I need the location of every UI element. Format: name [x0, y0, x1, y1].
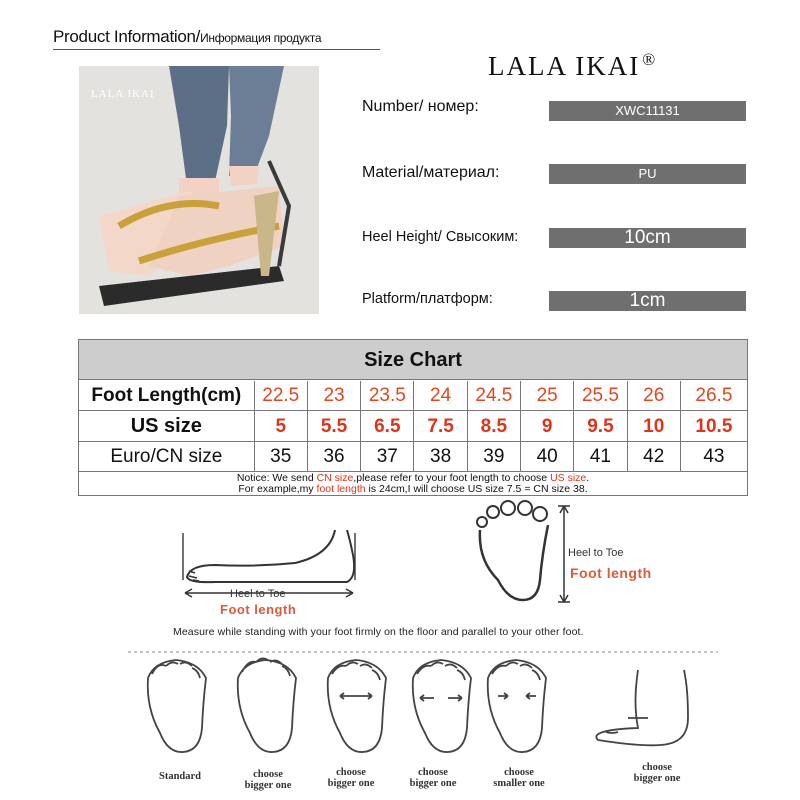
foot-type-label-4 — [393, 767, 473, 789]
table-cell: 26.5 — [695, 385, 733, 406]
spec-material-label: Material/материал: — [362, 164, 500, 181]
table-cell: 37 — [361, 442, 414, 471]
spec-platform-label: Platform/платформ: — [362, 291, 493, 307]
table-cell: 6.5 — [361, 411, 414, 441]
foot-type-line1: choose — [642, 762, 672, 773]
table-cell: 10.5 — [695, 416, 733, 437]
spec-material-value: PU — [549, 164, 746, 184]
registered-mark: ® — [642, 50, 658, 69]
spec-number-value: XWC11131 — [549, 101, 746, 121]
foot-type-label-6 — [617, 762, 697, 784]
table-cell: 35 — [255, 442, 308, 471]
spec-heel-label: Heel Height/ Свысоким: — [362, 229, 519, 245]
foot-length-label-side: Foot length — [220, 602, 297, 617]
table-row-foot-length — [79, 381, 747, 411]
foot-types-icon — [128, 648, 718, 766]
foot-type-line1: choose — [253, 769, 283, 780]
foot-type-line1: choose — [336, 767, 366, 778]
size-chart-title: Size Chart — [79, 340, 747, 380]
table-cell: 41 — [574, 442, 627, 471]
foot-type-line2: smaller one — [493, 778, 545, 789]
table-cell: 43 — [703, 446, 725, 467]
table-cell: 5.5 — [308, 411, 361, 441]
table-cell: 5 — [255, 411, 308, 441]
row-header: Euro/CN size — [79, 442, 255, 471]
table-cell: 25.5 — [574, 381, 627, 410]
notice-text: . — [586, 472, 590, 484]
title-en: Product Information/ — [53, 27, 201, 46]
spec-heel-value: 10cm — [549, 228, 746, 248]
spec-number-label: Number/ номер: — [362, 98, 479, 115]
notice-highlight: foot length — [316, 483, 366, 495]
foot-type-line1: choose — [418, 767, 448, 778]
table-row-euro-size — [79, 442, 747, 472]
notice-line-2 — [79, 484, 747, 495]
table-cell: 24.5 — [468, 381, 521, 410]
measure-instruction: Measure while standing with your foot firmly on the floor and parallel to your other foot. — [173, 626, 584, 638]
foot-type-line1: choose — [504, 767, 534, 778]
table-cell: 26 — [628, 381, 681, 410]
foot-type-line2: bigger one — [244, 780, 292, 791]
sandal-illustration — [79, 66, 319, 314]
table-cell: 7.5 — [414, 411, 467, 441]
foot-type-label-standard — [140, 771, 220, 782]
header-divider — [53, 49, 380, 50]
notice-highlight: CN size — [316, 472, 354, 484]
heel-to-toe-label-top: Heel to Toe — [568, 547, 624, 559]
brand-name: LALA IKAI — [488, 51, 641, 81]
product-photo — [79, 66, 319, 314]
photo-watermark: LALA IKAI — [91, 88, 155, 100]
notice-text: ,please refer to your foot length to choose — [353, 472, 551, 484]
table-cell: 23 — [308, 381, 361, 410]
page-title — [53, 27, 321, 47]
foot-type-line2: bigger one — [409, 778, 457, 789]
table-cell: 9 — [521, 411, 574, 441]
table-cell: 10 — [628, 411, 681, 441]
notice-highlight: US size — [550, 472, 587, 484]
table-cell: 24 — [414, 381, 467, 410]
size-notice — [79, 473, 747, 495]
foot-type-label-3 — [311, 767, 391, 789]
foot-type-label-2 — [228, 769, 308, 791]
table-cell: 8.5 — [468, 411, 521, 441]
foot-type-line1: Standard — [158, 771, 201, 782]
brand-logo — [488, 50, 657, 82]
foot-type-line2: bigger one — [327, 778, 375, 789]
table-cell: 25 — [521, 381, 574, 410]
spec-platform-value: 1cm — [549, 291, 746, 311]
size-chart-table — [78, 339, 748, 496]
foot-types-diagram — [128, 648, 718, 766]
title-ru: Информация продукта — [200, 31, 322, 45]
foot-type-line2: bigger one — [633, 773, 681, 784]
foot-length-label-top: Foot length — [570, 565, 652, 581]
table-cell: 9.5 — [574, 411, 627, 441]
row-header: US size — [79, 411, 255, 441]
table-cell: 23.5 — [361, 381, 414, 410]
heel-to-toe-label-side: Heel to Toe — [230, 588, 286, 600]
table-cell: 39 — [468, 442, 521, 471]
notice-text: is 24cm,I will choose US size 7.5 = CN size 38. — [365, 483, 588, 495]
table-cell: 36 — [308, 442, 361, 471]
notice-text: Notice: We send — [236, 472, 317, 484]
table-row-us-size — [79, 411, 747, 442]
row-header: Foot Length(cm) — [79, 381, 255, 410]
notice-text: For example,my — [238, 483, 317, 495]
table-cell: 42 — [628, 442, 681, 471]
foot-type-label-5 — [479, 767, 559, 789]
table-cell: 40 — [521, 442, 574, 471]
table-cell: 22.5 — [255, 381, 308, 410]
table-cell: 38 — [414, 442, 467, 471]
